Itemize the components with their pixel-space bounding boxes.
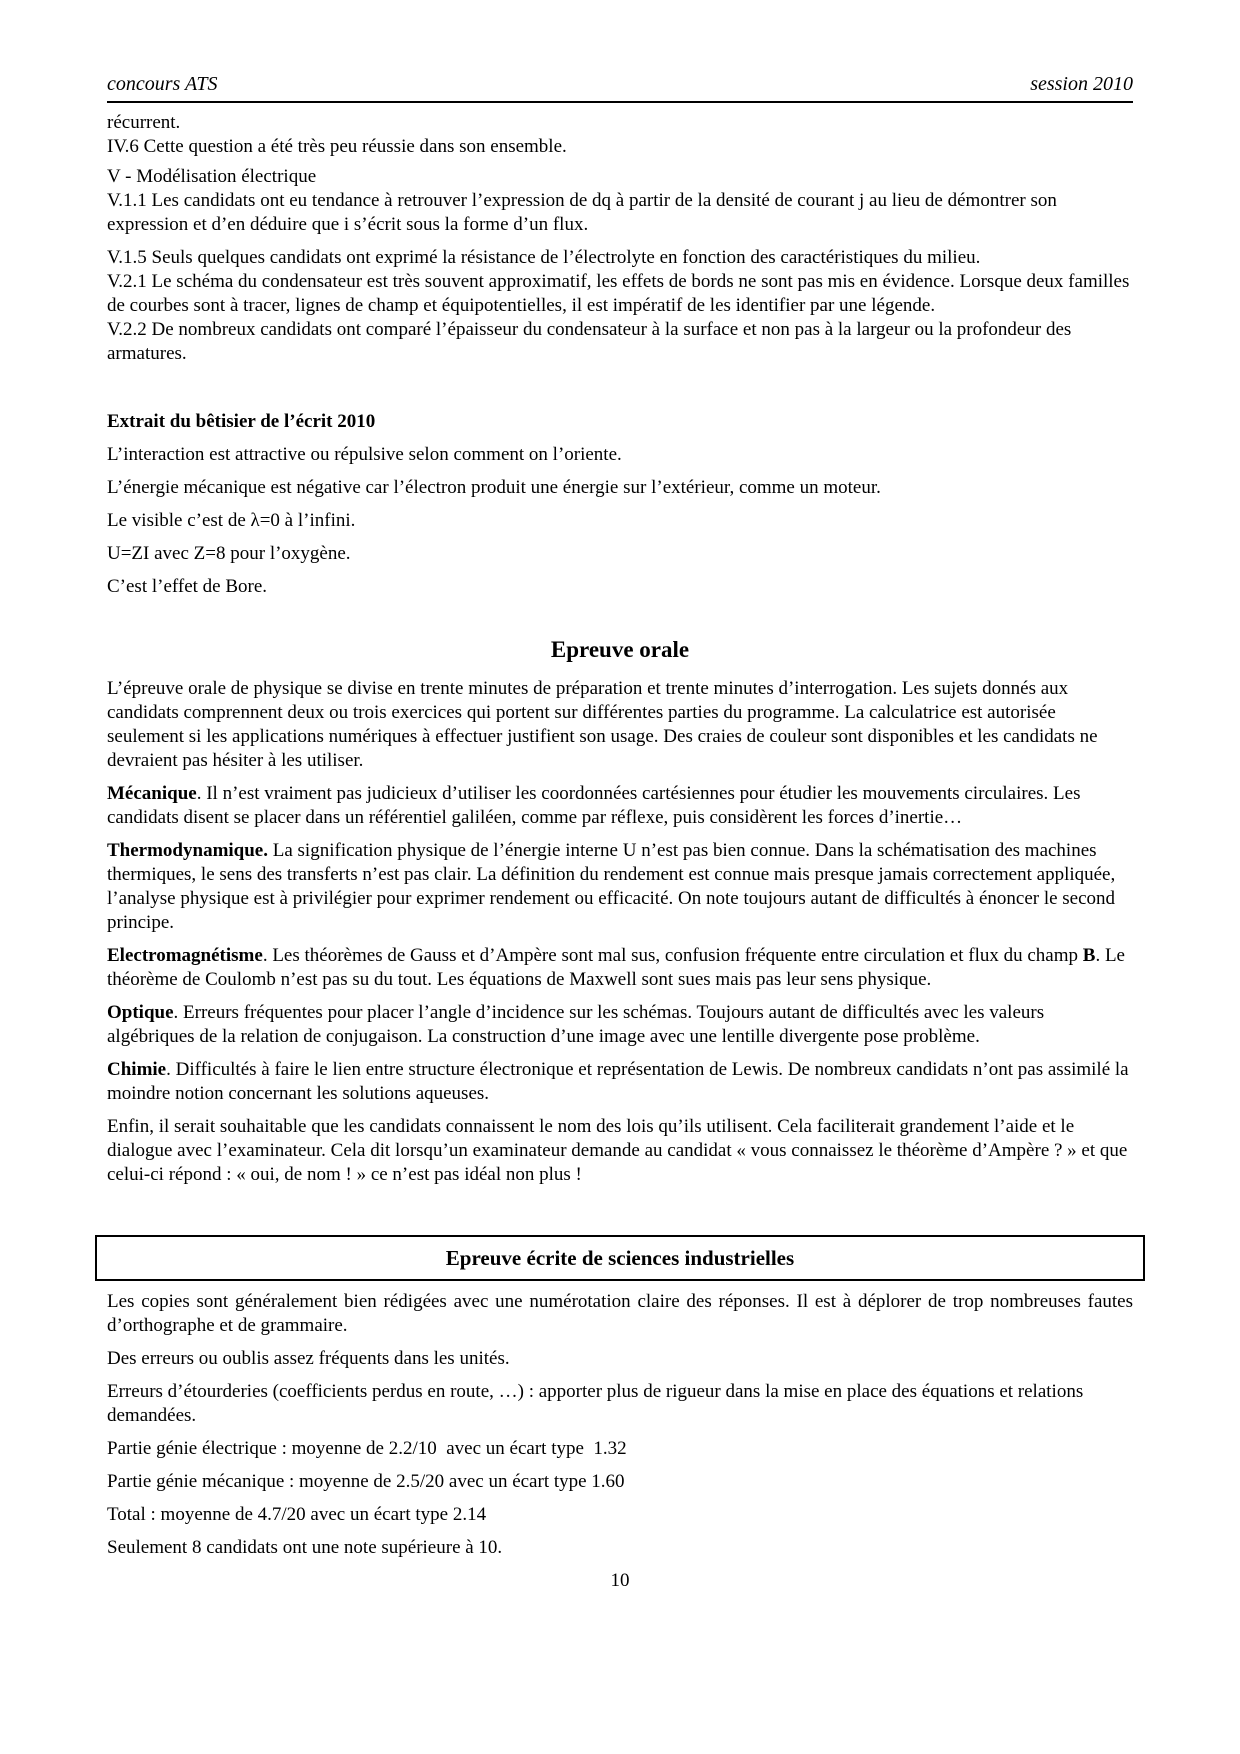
oral-intro-paragraph: L’épreuve orale de physique se divise en trente minutes de préparation et trente minutes d’interrogation. Les sujets donnés aux candidats comprennent deux ou trois exercices qui portent sur différentes parties du programme. La calculatrice est autorisée seulement si les applications numériques à effectuer justifient son usage. Des craies de couleur sont disponibles et les candidats ne devraient pas hésiter à les utiliser. [107,678,1098,771]
topic-chimie-text: . Difficultés à faire le lien entre structure électronique et représentation de Lewis. De nombreux candidats n’ont pas assimilé la moindre notion concernant les solutions aqueuses. [107,1059,1129,1104]
section-v-title: V - Modélisation électrique [107,166,317,187]
paragraph-recurrent: récurrent. [107,112,181,133]
topic-mecanique [107,782,1133,830]
topic-thermodynamique-label: Thermodynamique. [107,840,268,861]
topic-optique-label: Optique [107,1002,174,1023]
topic-chimie-label: Chimie [107,1059,167,1080]
topic-optique [107,1001,1133,1049]
topic-chimie [107,1058,1133,1106]
topic-thermodynamique [107,839,1133,935]
paragraph-iv6: IV.6 Cette question a été très peu réussie dans son ensemble. [107,136,567,157]
oral-section-title: Epreuve orale [550,637,690,662]
betisier-item-2: L’énergie mécanique est négative car l’électron produit une énergie sur l’extérieur, comme un moteur. [107,477,881,498]
betisier-item-4: U=ZI avec Z=8 pour l’oxygène. [107,543,351,564]
betisier-item-5: C’est l’effet de Bore. [107,576,268,597]
symbol-b-field: B [1082,945,1096,966]
page-number: 10 [610,1570,630,1591]
si-stat-genie-electrique: Partie génie électrique : moyenne de 2.2/10 avec un écart type 1.32 [107,1438,627,1459]
betisier-title: Extrait du bêtisier de l’écrit 2010 [107,411,376,432]
page-header [107,72,1133,103]
topic-mecanique-text: . Il n’est vraiment pas judicieux d’utiliser les coordonnées cartésiennes pour étudier les mouvements circulaires. Les candidats disent se placer dans un référentiel galiléen, comme par réflexe, puis considèrent les forces d’inertie… [107,783,1081,828]
topic-thermodynamique-text: La signification physique de l’énergie interne U n’est pas bien connue. Dans la schématisation des machines thermiques, le sens des transferts n’est pas clair. La définition du rendement est connue mais presque jamais correctement appliquée, l’analyse physique est à privilégier pour exprimer rendement ou efficacité. On note toujours autant de difficultés à énoncer le second principe. [107,840,1116,933]
si-section-title: Epreuve écrite de sciences industrielles [445,1246,795,1270]
section-v-remarks [107,246,1133,366]
paragraph-v11: V.1.1 Les candidats ont eu tendance à retrouver l’expression de dq à partir de la densité de courant j au lieu de démontrer son expression et d’en déduire que i s’écrit sous la forme d’un flux. [107,190,1057,235]
header-right-text: session 2010 [1030,73,1133,95]
topic-optique-text: . Erreurs fréquentes pour placer l’angle d’incidence sur les schémas. Toujours autant de difficultés avec les valeurs algébriques de la relation de conjugaison. La construction d’une image avec une lentille divergente pose problème. [107,1002,1045,1047]
paragraph-v15: V.1.5 Seuls quelques candidats ont exprimé la résistance de l’électrolyte en fonction des caractéristiques du milieu. [107,247,981,268]
si-stat-genie-mecanique: Partie génie mécanique : moyenne de 2.5/20 avec un écart type 1.60 [107,1471,625,1492]
header-left-text: concours ATS [107,73,218,95]
topic-mecanique-label: Mécanique [107,783,197,804]
topic-electromagnetisme-label: Electromagnétisme [107,945,263,966]
topic-electromagnetisme-text-2: . Le théorème de Coulomb n’est pas su du tout. Les équations de Maxwell sont sues mais pas leur sens physique. [107,945,1125,990]
topic-electromagnetisme-text-1: . Les théorèmes de Gauss et d’Ampère sont mal sus, confusion fréquente entre circulation et flux du champ [262,945,1083,966]
section-v-modelisation [107,165,1133,237]
si-paragraph-unites: Des erreurs ou oublis assez fréquents dans les unités. [107,1348,510,1369]
section-written-physics-end [107,111,1133,159]
paragraph-v22: V.2.2 De nombreux candidats ont comparé l’épaisseur du condensateur à la surface et non pas à la largeur ou la profondeur des armatures. [107,319,1072,364]
si-stat-total: Total : moyenne de 4.7/20 avec un écart type 2.14 [107,1504,487,1525]
si-stat-candidats: Seulement 8 candidats ont une note supérieure à 10. [107,1537,503,1558]
si-section-title-box [95,1235,1145,1281]
si-paragraph-copies: Les copies sont généralement bien rédigées avec une numérotation claire des réponses. Il est à déplorer de trop nombreuses fautes d’orthographe et de grammaire. [107,1291,1133,1336]
si-paragraph-etourderies: Erreurs d’étourderies (coefficients perdus en route, …) : apporter plus de rigueur dans la mise en place des équations et relations demandées. [107,1381,1084,1426]
paragraph-v21: V.2.1 Le schéma du condensateur est très souvent approximatif, les effets de bords ne sont pas mis en évidence. Lorsque deux familles de courbes sont à tracer, lignes de champ et équipotentielles, il est impératif de les identifier par une légende. [107,271,1130,316]
topic-electromagnetisme [107,944,1133,992]
betisier-item-1: L’interaction est attractive ou répulsive selon comment on l’oriente. [107,444,622,465]
oral-closing-paragraph: Enfin, il serait souhaitable que les candidats connaissent le nom des lois qu’ils utilisent. Cela faciliterait grandement l’aide et le dialogue avec l’examinateur. Cela dit lorsqu’un examinateur demande au candidat « vous connaissez le théorème d’Ampère ? » et que celui-ci répond : « oui, de nom ! » ce n’est pas idéal non plus ! [107,1116,1128,1185]
betisier-item-3: Le visible c’est de λ=0 à l’infini. [107,510,356,531]
